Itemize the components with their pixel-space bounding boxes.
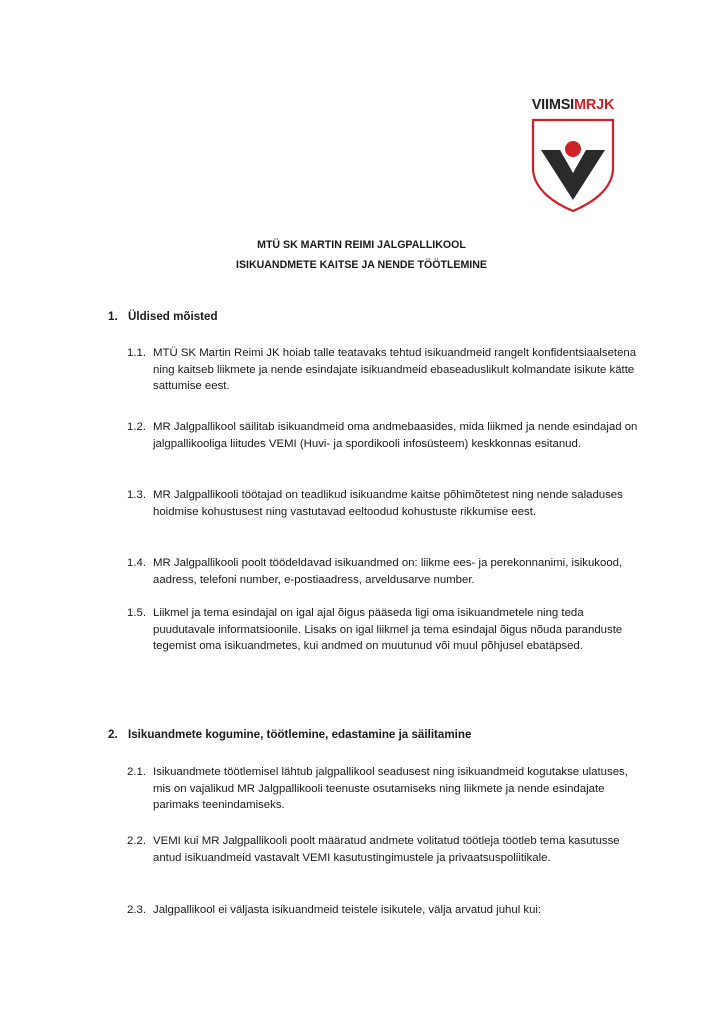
section-number: 2.	[108, 728, 118, 741]
paragraph-text: MR Jalgpallikool säilitab isikuandmeid oma andmebaasides, mida liikmed ja nende esindajad on jalgpallikooliga liitudes VEMI (Huvi- ja spordikooli infosüsteem) keskkonnas esitanud.	[153, 421, 638, 450]
section-number: 1.	[108, 310, 118, 323]
paragraph-2-3	[127, 902, 647, 919]
document-title-line2: ISIKUANDMETE KAITSE JA NENDE TÖÖTLEMINE	[236, 259, 487, 271]
paragraph-number: 1.1.	[127, 347, 146, 359]
paragraph-2-2	[127, 833, 647, 866]
paragraph-number: 2.3.	[127, 904, 146, 916]
paragraph-1-2	[127, 419, 647, 452]
section-heading-1	[108, 309, 218, 325]
paragraph-2-1	[127, 764, 647, 814]
paragraph-1-3	[127, 487, 647, 520]
paragraph-number: 2.2.	[127, 835, 146, 847]
paragraph-1-4	[127, 555, 647, 588]
logo-wordmark	[520, 96, 626, 114]
paragraph-number: 1.3.	[127, 489, 146, 501]
section-title: Isikuandmete kogumine, töötlemine, edastamine ja säilitamine	[128, 728, 472, 741]
shield-icon	[528, 118, 618, 213]
section-title: Üldised mõisted	[128, 310, 218, 323]
paragraph-text: MR Jalgpallikooli töötajad on teadlikud isikuandme kaitse põhimõtetest ning nende saladuses hoidmise kohustusest ning vastutavad eeltoodud kohustuste rikkumise eest.	[153, 489, 623, 518]
paragraph-text: MR Jalgpallikooli poolt töödeldavad isikuandmed on: liikme ees- ja perekonnanimi, isikukood, aadress, telefoni number, e-postiaadress, arveldusarve number.	[153, 557, 623, 586]
paragraph-text: VEMI kui MR Jalgpallikooli poolt määratud andmete volitatud töötleja töötleb tema kasutusse antud isikuandmeid vastavalt VEMI kasutustingimustele ja privaatsuspoliitikale.	[153, 835, 620, 864]
paragraph-text: Jalgpallikool ei väljasta isikuandmeid teistele isikutele, välja arvatud juhul kui:	[153, 904, 542, 916]
paragraph-number: 1.5.	[127, 607, 146, 619]
paragraph-text: Isikuandmete töötlemisel lähtub jalgpallikool seadusest ning isikuandmeid kogutakse ulatuses, mis on vajalikud MR Jalgpallikooli teenuste osutamiseks ning liikmete ja nende esindajate parimaks teenindamiseks.	[153, 766, 628, 812]
paragraph-number: 2.1.	[127, 766, 146, 778]
viimsi-mrjk-logo	[520, 96, 626, 216]
paragraph-text: MTÜ SK Martin Reimi JK hoiab talle teatavaks tehtud isikuandmeid rangelt konfidentsiaalsetena ning kaitseb liikmete ja nende esindajate isikuandmeid ebaseaduslikult kolmandate isikute kätte sattumise eest.	[153, 347, 637, 393]
paragraph-number: 1.2.	[127, 421, 146, 433]
logo-text-mrjk: MRJK	[574, 97, 615, 113]
document-title-line1: MTÜ SK MARTIN REIMI JALGPALLIKOOL	[257, 239, 466, 251]
paragraph-1-5	[127, 605, 647, 655]
section-heading-2	[108, 727, 471, 743]
paragraph-1-1	[127, 345, 647, 395]
logo-text-viimsi: VIIMSI	[531, 97, 574, 113]
paragraph-number: 1.4.	[127, 557, 146, 569]
paragraph-text: Liikmel ja tema esindajal on igal ajal õigus pääseda ligi oma isikuandmetele ning teda puudutavale informatsioonile. Lisaks on igal liikmel ja tema esindajal õigus nõuda paranduste tegemist oma isikuandmetes, kui andmed on muutunud või muul põhjusel ebatäpsed.	[153, 607, 623, 653]
